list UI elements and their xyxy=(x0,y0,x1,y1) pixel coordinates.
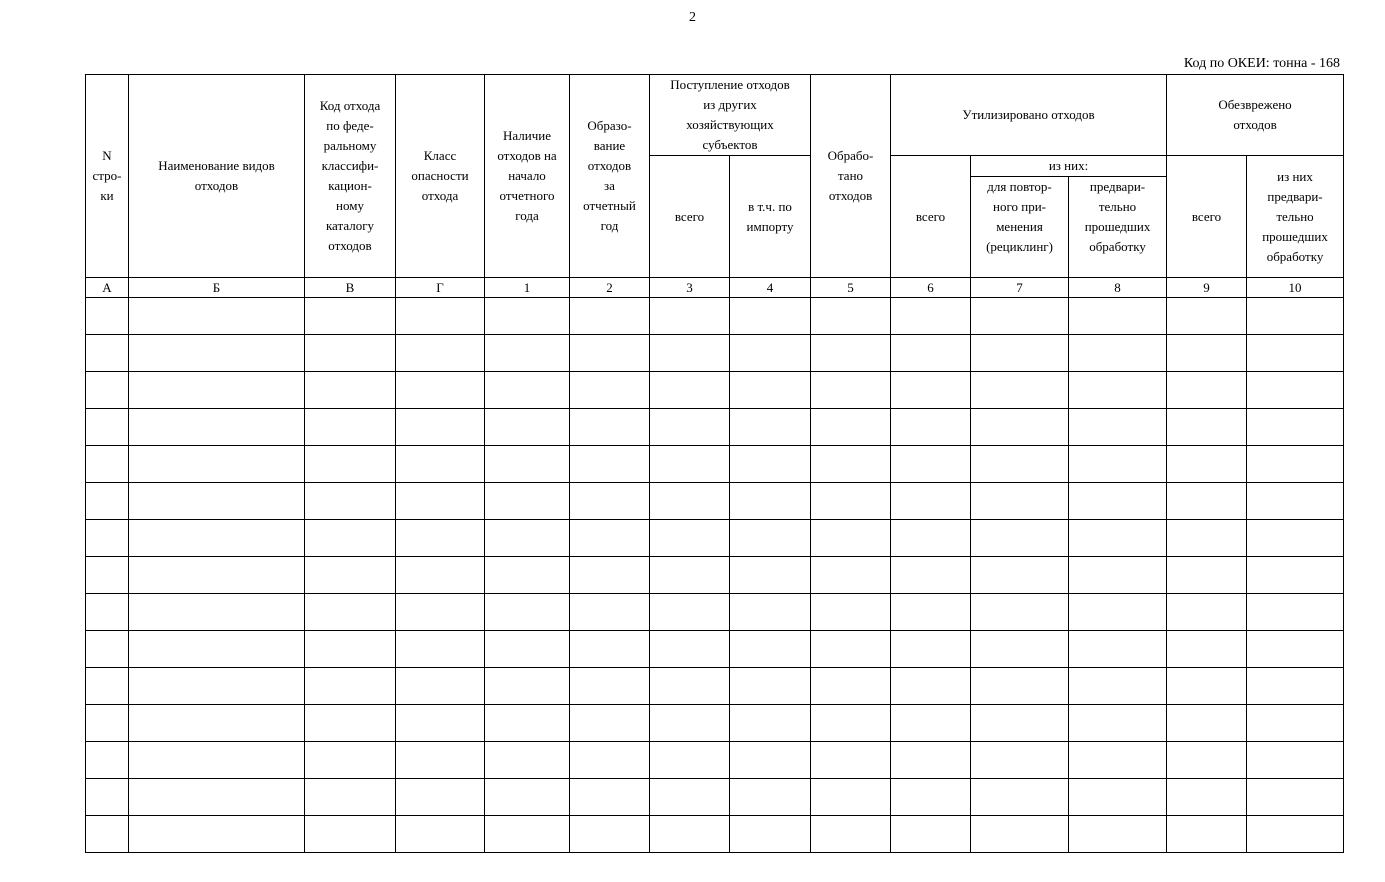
table-cell[interactable] xyxy=(570,520,650,557)
table-cell[interactable] xyxy=(396,409,485,446)
column-index: 6 xyxy=(891,278,971,298)
table-cell[interactable] xyxy=(305,520,396,557)
data-rows xyxy=(86,298,1344,853)
table-cell[interactable] xyxy=(1069,779,1167,816)
table-cell[interactable] xyxy=(485,705,570,742)
table-cell[interactable] xyxy=(129,409,305,446)
table-cell[interactable] xyxy=(1069,705,1167,742)
table-cell[interactable] xyxy=(891,816,971,853)
table-cell[interactable] xyxy=(485,298,570,335)
table-cell[interactable] xyxy=(485,742,570,779)
table-cell[interactable] xyxy=(1069,742,1167,779)
table-cell[interactable] xyxy=(485,557,570,594)
table-cell[interactable] xyxy=(650,409,730,446)
table-cell[interactable] xyxy=(1247,631,1344,668)
table-cell[interactable] xyxy=(1167,298,1247,335)
table-cell[interactable] xyxy=(129,668,305,705)
table-cell[interactable] xyxy=(650,742,730,779)
header-utilized-group: Утилизировано отходов xyxy=(891,75,1167,156)
table-row xyxy=(86,335,1344,372)
table-cell[interactable] xyxy=(891,705,971,742)
table-cell[interactable] xyxy=(1247,446,1344,483)
table-cell[interactable] xyxy=(570,446,650,483)
table-cell[interactable] xyxy=(891,594,971,631)
table-cell[interactable] xyxy=(570,742,650,779)
table-cell[interactable] xyxy=(971,594,1069,631)
table-cell[interactable] xyxy=(1247,557,1344,594)
header-processed: Обрабо- тано отходов xyxy=(811,75,891,278)
table-cell[interactable] xyxy=(570,779,650,816)
table-cell[interactable] xyxy=(86,298,129,335)
table-cell[interactable] xyxy=(650,668,730,705)
table-row xyxy=(86,779,1344,816)
table-cell[interactable] xyxy=(811,520,891,557)
table-cell[interactable] xyxy=(650,298,730,335)
header-utilized-of-which: из них: xyxy=(971,156,1167,177)
table-cell[interactable] xyxy=(570,594,650,631)
table-cell[interactable] xyxy=(730,483,811,520)
table-cell[interactable] xyxy=(129,372,305,409)
table-cell[interactable] xyxy=(1069,816,1167,853)
table-cell[interactable] xyxy=(129,557,305,594)
table-cell[interactable] xyxy=(1167,520,1247,557)
table-cell[interactable] xyxy=(971,742,1069,779)
table-cell[interactable] xyxy=(650,705,730,742)
table-cell[interactable] xyxy=(129,483,305,520)
table-cell[interactable] xyxy=(86,335,129,372)
header-row-number: N стро- ки xyxy=(86,75,129,278)
table-cell[interactable] xyxy=(485,631,570,668)
table-cell[interactable] xyxy=(86,372,129,409)
table-cell[interactable] xyxy=(305,446,396,483)
table-cell[interactable] xyxy=(650,372,730,409)
table-cell[interactable] xyxy=(891,298,971,335)
column-index: 10 xyxy=(1247,278,1344,298)
table-cell[interactable] xyxy=(971,631,1069,668)
table-cell[interactable] xyxy=(1167,816,1247,853)
okei-code-label: Код по ОКЕИ: тонна - 168 xyxy=(1183,56,1340,71)
table-cell[interactable] xyxy=(730,446,811,483)
table-cell[interactable] xyxy=(811,594,891,631)
table-cell[interactable] xyxy=(1247,668,1344,705)
table-cell[interactable] xyxy=(396,520,485,557)
table-cell[interactable] xyxy=(971,446,1069,483)
table-cell[interactable] xyxy=(1167,631,1247,668)
table-cell[interactable] xyxy=(891,668,971,705)
table-cell[interactable] xyxy=(86,705,129,742)
table-cell[interactable] xyxy=(1247,298,1344,335)
table-cell[interactable] xyxy=(730,594,811,631)
table-cell[interactable] xyxy=(1167,557,1247,594)
table-cell[interactable] xyxy=(891,557,971,594)
table-row xyxy=(86,668,1344,705)
table-cell[interactable] xyxy=(1069,483,1167,520)
table-cell[interactable] xyxy=(485,483,570,520)
table-row xyxy=(86,742,1344,779)
table-cell[interactable] xyxy=(570,557,650,594)
table-cell[interactable] xyxy=(650,594,730,631)
table-cell[interactable] xyxy=(570,372,650,409)
table-cell[interactable] xyxy=(570,409,650,446)
table-cell[interactable] xyxy=(811,372,891,409)
table-cell[interactable] xyxy=(650,816,730,853)
table-cell[interactable] xyxy=(1167,335,1247,372)
table-cell[interactable] xyxy=(730,705,811,742)
table-cell[interactable] xyxy=(305,409,396,446)
table-cell[interactable] xyxy=(396,594,485,631)
table-cell[interactable] xyxy=(730,631,811,668)
table-cell[interactable] xyxy=(730,298,811,335)
table-cell[interactable] xyxy=(971,372,1069,409)
table-cell[interactable] xyxy=(305,335,396,372)
table-cell[interactable] xyxy=(891,631,971,668)
table-cell[interactable] xyxy=(1069,298,1167,335)
header-hazard-class: Класс опасности отхода xyxy=(396,75,485,278)
table-cell[interactable] xyxy=(396,483,485,520)
table-cell[interactable] xyxy=(1247,779,1344,816)
table-cell[interactable] xyxy=(570,483,650,520)
table-cell[interactable] xyxy=(86,483,129,520)
table-row xyxy=(86,520,1344,557)
table-cell[interactable] xyxy=(1167,742,1247,779)
table-cell[interactable] xyxy=(485,668,570,705)
table-cell[interactable] xyxy=(971,705,1069,742)
column-index: 8 xyxy=(1069,278,1167,298)
column-index: В xyxy=(305,278,396,298)
table-cell[interactable] xyxy=(570,705,650,742)
table-cell[interactable] xyxy=(86,520,129,557)
table-cell[interactable] xyxy=(650,335,730,372)
table-cell[interactable] xyxy=(891,779,971,816)
header-received-total: всего xyxy=(650,156,730,278)
table-cell[interactable] xyxy=(891,335,971,372)
table-cell[interactable] xyxy=(570,631,650,668)
table-cell[interactable] xyxy=(971,816,1069,853)
table-cell[interactable] xyxy=(971,520,1069,557)
table-cell[interactable] xyxy=(891,520,971,557)
table-cell[interactable] xyxy=(811,816,891,853)
table-cell[interactable] xyxy=(396,446,485,483)
table-cell[interactable] xyxy=(891,372,971,409)
table-cell[interactable] xyxy=(129,779,305,816)
table-cell[interactable] xyxy=(650,520,730,557)
table-cell[interactable] xyxy=(971,668,1069,705)
table-cell[interactable] xyxy=(1069,335,1167,372)
table-cell[interactable] xyxy=(396,557,485,594)
table-cell[interactable] xyxy=(1069,594,1167,631)
table-cell[interactable] xyxy=(1247,483,1344,520)
table-cell[interactable] xyxy=(650,557,730,594)
table-cell[interactable] xyxy=(1247,409,1344,446)
table-cell[interactable] xyxy=(971,298,1069,335)
table-cell[interactable] xyxy=(86,779,129,816)
waste-report-table xyxy=(85,74,1344,853)
table-cell[interactable] xyxy=(650,631,730,668)
table-cell[interactable] xyxy=(811,742,891,779)
table-cell[interactable] xyxy=(1069,446,1167,483)
table-cell[interactable] xyxy=(1069,668,1167,705)
table-cell[interactable] xyxy=(305,298,396,335)
header-received-group: Поступление отходов из других хозяйствующих субъектов xyxy=(650,75,811,156)
table-cell[interactable] xyxy=(86,446,129,483)
table-cell[interactable] xyxy=(485,409,570,446)
table-cell[interactable] xyxy=(86,409,129,446)
table-cell[interactable] xyxy=(811,446,891,483)
table-cell[interactable] xyxy=(1167,409,1247,446)
table-cell[interactable] xyxy=(971,335,1069,372)
column-index-row xyxy=(86,278,1344,298)
table-cell[interactable] xyxy=(811,335,891,372)
header-utilized-total: всего xyxy=(891,156,971,278)
table-row xyxy=(86,446,1344,483)
table-cell[interactable] xyxy=(971,409,1069,446)
table-cell[interactable] xyxy=(730,520,811,557)
table-cell[interactable] xyxy=(485,335,570,372)
table-cell[interactable] xyxy=(730,742,811,779)
table-cell[interactable] xyxy=(485,520,570,557)
table-cell[interactable] xyxy=(129,816,305,853)
table-cell[interactable] xyxy=(396,335,485,372)
table-cell[interactable] xyxy=(305,557,396,594)
table-cell[interactable] xyxy=(1167,372,1247,409)
column-index: А xyxy=(86,278,129,298)
table-cell[interactable] xyxy=(485,446,570,483)
header-neutralized-total: всего xyxy=(1167,156,1247,278)
table-cell[interactable] xyxy=(811,705,891,742)
table-cell[interactable] xyxy=(305,742,396,779)
table-cell[interactable] xyxy=(396,779,485,816)
header-neutralized-pretreated: из них предвари- тельно прошедших обработку xyxy=(1247,156,1344,278)
column-index: 7 xyxy=(971,278,1069,298)
table-cell[interactable] xyxy=(811,668,891,705)
table-cell[interactable] xyxy=(1167,594,1247,631)
table-cell[interactable] xyxy=(570,816,650,853)
table-cell[interactable] xyxy=(811,631,891,668)
table-cell[interactable] xyxy=(396,298,485,335)
table-cell[interactable] xyxy=(396,742,485,779)
table-cell[interactable] xyxy=(650,483,730,520)
table-cell[interactable] xyxy=(570,298,650,335)
table-cell[interactable] xyxy=(650,446,730,483)
table-cell[interactable] xyxy=(1247,520,1344,557)
table-cell[interactable] xyxy=(485,816,570,853)
header-start-balance: Наличие отходов на начало отчетного года xyxy=(485,75,570,278)
table-cell[interactable] xyxy=(811,409,891,446)
table-cell[interactable] xyxy=(396,668,485,705)
table-cell[interactable] xyxy=(305,372,396,409)
table-cell[interactable] xyxy=(971,779,1069,816)
table-cell[interactable] xyxy=(86,668,129,705)
table-cell[interactable] xyxy=(1069,520,1167,557)
table-row xyxy=(86,483,1344,520)
page-number: 2 xyxy=(689,10,696,25)
table-row xyxy=(86,816,1344,853)
table-cell[interactable] xyxy=(730,372,811,409)
header-neutralized-group: Обезврежено отходов xyxy=(1167,75,1344,156)
header-received-import: в т.ч. по импорту xyxy=(730,156,811,278)
table-cell[interactable] xyxy=(305,816,396,853)
table-cell[interactable] xyxy=(305,594,396,631)
table-cell[interactable] xyxy=(485,594,570,631)
table-cell[interactable] xyxy=(971,557,1069,594)
table-cell[interactable] xyxy=(730,668,811,705)
header-generated: Образо- вание отходов за отчетный год xyxy=(570,75,650,278)
table-cell[interactable] xyxy=(1069,409,1167,446)
table-cell[interactable] xyxy=(86,742,129,779)
table-cell[interactable] xyxy=(811,483,891,520)
header-waste-name: Наименование видов отходов xyxy=(129,75,305,278)
table-cell[interactable] xyxy=(730,409,811,446)
header-waste-code: Код отхода по феде- ральному классифи- кацион- ному каталогу отходов xyxy=(305,75,396,278)
table-cell[interactable] xyxy=(570,668,650,705)
header-utilized-pretreated: предвари- тельно прошедших обработку xyxy=(1069,177,1167,278)
table-cell[interactable] xyxy=(129,631,305,668)
table-cell[interactable] xyxy=(1069,631,1167,668)
table-cell[interactable] xyxy=(129,594,305,631)
table-cell[interactable] xyxy=(1069,372,1167,409)
column-index: Б xyxy=(129,278,305,298)
table-cell[interactable] xyxy=(86,816,129,853)
table-cell[interactable] xyxy=(811,557,891,594)
table-row xyxy=(86,631,1344,668)
table-cell[interactable] xyxy=(129,446,305,483)
table-cell[interactable] xyxy=(1167,779,1247,816)
table-cell[interactable] xyxy=(86,594,129,631)
table-cell[interactable] xyxy=(891,742,971,779)
table-cell[interactable] xyxy=(891,446,971,483)
table-cell[interactable] xyxy=(305,779,396,816)
table-cell[interactable] xyxy=(1167,483,1247,520)
table-row xyxy=(86,594,1344,631)
table-cell[interactable] xyxy=(129,705,305,742)
table-cell[interactable] xyxy=(1167,668,1247,705)
table-cell[interactable] xyxy=(396,705,485,742)
column-index: 9 xyxy=(1167,278,1247,298)
column-index: 3 xyxy=(650,278,730,298)
table-cell[interactable] xyxy=(305,668,396,705)
column-index: 5 xyxy=(811,278,891,298)
table-row xyxy=(86,409,1344,446)
table-cell[interactable] xyxy=(730,557,811,594)
table-cell[interactable] xyxy=(730,335,811,372)
table-row xyxy=(86,705,1344,742)
table-cell[interactable] xyxy=(1167,446,1247,483)
table-cell[interactable] xyxy=(1247,816,1344,853)
table-cell[interactable] xyxy=(129,742,305,779)
table-cell[interactable] xyxy=(485,372,570,409)
table-row xyxy=(86,298,1344,335)
table-cell[interactable] xyxy=(730,779,811,816)
table-cell[interactable] xyxy=(1069,557,1167,594)
column-index: 2 xyxy=(570,278,650,298)
header-utilized-reuse: для повтор- ного при- менения (рециклинг) xyxy=(971,177,1069,278)
table-cell[interactable] xyxy=(396,372,485,409)
table-cell[interactable] xyxy=(1247,705,1344,742)
table-cell[interactable] xyxy=(129,298,305,335)
table-cell[interactable] xyxy=(1247,742,1344,779)
column-index: Г xyxy=(396,278,485,298)
table-cell[interactable] xyxy=(650,779,730,816)
table-cell[interactable] xyxy=(305,483,396,520)
table-cell[interactable] xyxy=(1247,335,1344,372)
table-cell[interactable] xyxy=(305,705,396,742)
table-cell[interactable] xyxy=(1167,705,1247,742)
table-row xyxy=(86,557,1344,594)
table-cell[interactable] xyxy=(570,335,650,372)
table-cell[interactable] xyxy=(1247,372,1344,409)
table-cell[interactable] xyxy=(485,779,570,816)
table-cell[interactable] xyxy=(86,557,129,594)
column-index: 1 xyxy=(485,278,570,298)
table-cell[interactable] xyxy=(305,631,396,668)
table-cell[interactable] xyxy=(129,520,305,557)
table-cell[interactable] xyxy=(129,335,305,372)
table-cell[interactable] xyxy=(1247,594,1344,631)
table-cell[interactable] xyxy=(396,816,485,853)
table-cell[interactable] xyxy=(396,631,485,668)
table-cell[interactable] xyxy=(891,409,971,446)
table-cell[interactable] xyxy=(86,631,129,668)
table-cell[interactable] xyxy=(891,483,971,520)
table-row xyxy=(86,372,1344,409)
table-cell[interactable] xyxy=(971,483,1069,520)
table-cell[interactable] xyxy=(811,779,891,816)
table-cell[interactable] xyxy=(811,298,891,335)
column-index: 4 xyxy=(730,278,811,298)
table-cell[interactable] xyxy=(730,816,811,853)
